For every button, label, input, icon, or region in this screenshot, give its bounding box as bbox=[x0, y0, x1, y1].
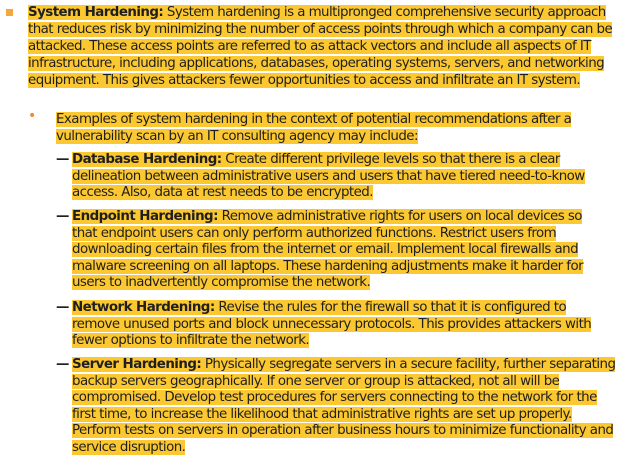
dash-bullet-icon: — bbox=[56, 152, 70, 167]
network-hardening-term: Network Hardening: bbox=[72, 300, 215, 315]
endpoint-hardening-item bbox=[72, 209, 600, 292]
dash-bullet-icon: — bbox=[56, 357, 70, 372]
dash-bullet-icon: — bbox=[56, 300, 70, 315]
system-hardening-term: System Hardening: bbox=[28, 5, 164, 20]
dash-bullet-icon: — bbox=[56, 209, 70, 224]
round-bullet-icon: • bbox=[28, 108, 37, 124]
server-hardening-term: Server Hardening: bbox=[72, 357, 202, 372]
examples-intro-text: Examples of system hardening in the context of potential recommendations after a vulnerability scan by an IT consulting agency may include: bbox=[56, 112, 572, 145]
examples-intro-paragraph bbox=[56, 111, 596, 145]
database-hardening-text: Create different privilege levels so that there is a clear delineation between administrative users and users that have tiered need-to-know access. Also, data at rest needs to be encrypted. bbox=[72, 152, 585, 201]
database-hardening-term: Database Hardening: bbox=[72, 152, 222, 167]
square-bullet-icon bbox=[6, 9, 13, 16]
network-hardening-item bbox=[72, 300, 606, 350]
endpoint-hardening-text: Remove administrative rights for users on local devices so that endpoint users can only perform authorized functions. Restrict users from downloading certain files from the internet or email. Implement local firewalls and malware screening on all laptops. These hardening adjustments make it harder for users to inadvertently compromise the network. bbox=[72, 209, 584, 291]
server-hardening-text: Physically segregate servers in a secure facility, further separating backup servers geographically. If one server or group is attacked, not all will be compromised. Develop test procedures for servers connecting to the network for the first time, to increase the likelihood that administrative rights are set up properly. Perform tests on servers in operation after business hours to minimize functionality and service disruption. bbox=[72, 357, 616, 455]
system-hardening-text: System hardening is a multipronged comprehensive security approach that reduces risk by minimizing the number of access points through which a company can be attacked. These access points are referred to as attack vectors and include all aspects of IT infrastructure, including applications, databases, operating systems, servers, and networking equipment. This gives attackers fewer opportunities to access and infiltrate an IT system. bbox=[28, 5, 613, 89]
network-hardening-text: Revise the rules for the firewall so that it is configured to remove unused ports and block unnecessary protocols. This provides attackers with fewer options to infiltrate the network. bbox=[72, 300, 592, 349]
endpoint-hardening-term: Endpoint Hardening: bbox=[72, 209, 218, 224]
database-hardening-item bbox=[72, 152, 596, 202]
system-hardening-paragraph bbox=[28, 4, 614, 89]
server-hardening-item bbox=[72, 357, 620, 457]
